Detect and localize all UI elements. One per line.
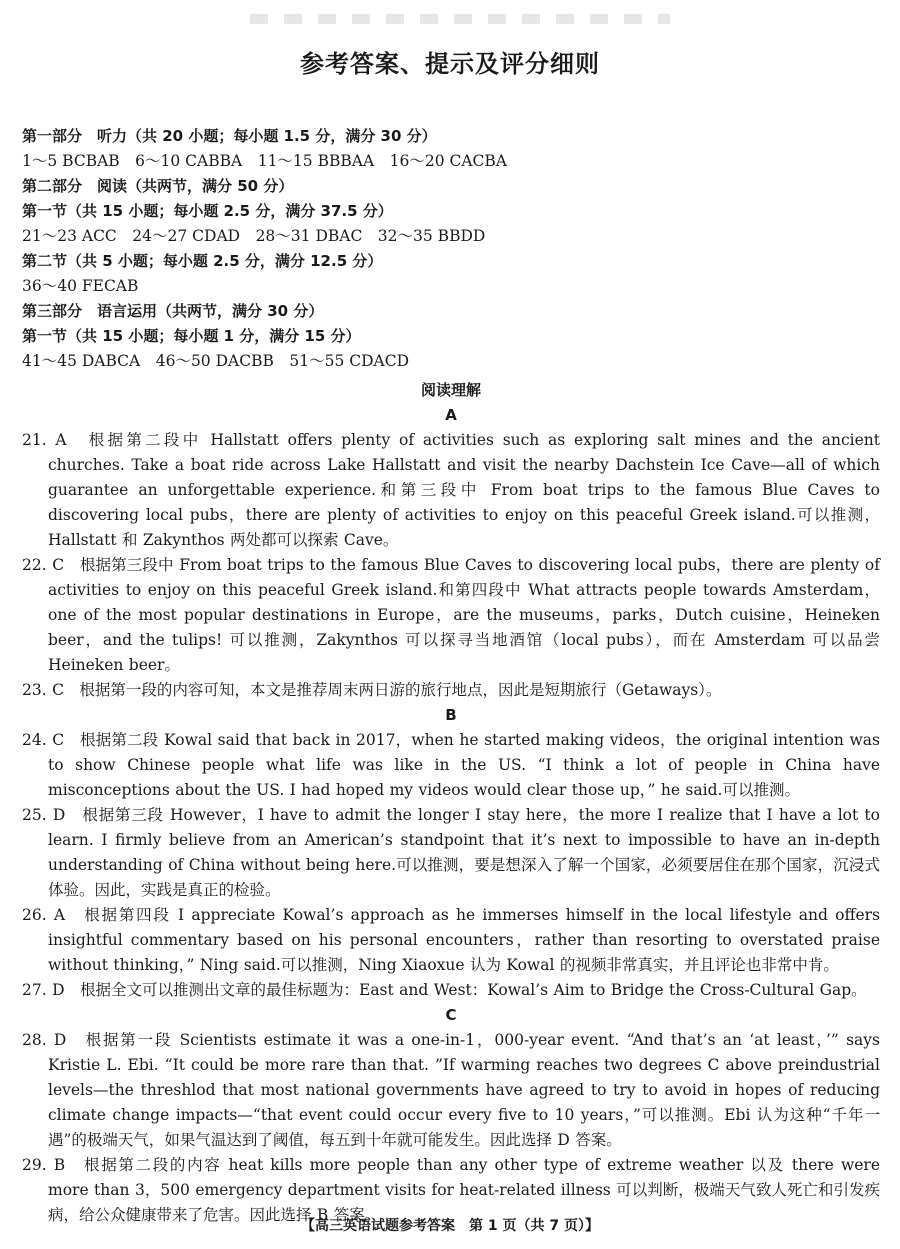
key-line: 第一节（共 15 小题；每小题 1 分，满分 15 分） [22,327,361,345]
section-label-a: A [445,406,457,424]
key-line: 第三部分 语言运用（共两节，满分 30 分） [22,302,324,320]
reading-heading: 阅读理解 [420,381,481,399]
page-title: 参考答案、提示及评分细则 [300,50,600,78]
page-footer: 【高三英语试题参考答案 第 1 页（共 7 页）】 [301,1218,599,1234]
key-line: 1～5 BCBAB 6～10 CABBA 11～15 BBBAA 16～20 CACBA [22,152,508,170]
question-explanation: 23. C 根据第一段的内容可知，本文是推荐周末两日游的旅行地点，因此是短期旅行（Getaways）。 [22,681,722,699]
question-explanation: 26. A 根据第四段 I appreciate Kowal’s approach as he immerses himself in the local lifestyle and offers insightful commentary based on his personal encounters，rather than resorting to overstated praise without thinking，” Ning said.可以推测，Ning Xiaoxue 认为 Kowal 的视频非常真实，并且评论也非常中肯。 [22,906,880,974]
question-explanation: 21. A 根据第二段中 Hallstatt offers plenty of activities such as exploring salt mines and the ancient churches. Take a boat ride across Lake Hallstatt and visit the nearby Dachstein Ice Cave—all of which guarantee an unforgettable experience.和第三段中 From boat trips to the famous Blue Caves to discovering local pubs，there are plenty of activities to enjoy on this peaceful Greek island.可以推测，Hallstatt 和 Zakynthos 两处都可以探索 Cave。 [22,431,880,549]
key-line: 第一部分 听力（共 20 小题；每小题 1.5 分，满分 30 分） [22,127,437,145]
key-line: 第二部分 阅读（共两节，满分 50 分） [22,177,294,195]
answer-key-block [22,124,882,374]
key-line: 41～45 DABCA 46～50 DACBB 51～55 CDACD [22,352,410,370]
reading-explanations [22,378,880,1228]
key-line: 36～40 FECAB [22,277,139,295]
question-explanation: 27. D 根据全文可以推测出文章的最佳标题为：East and West：Kowal’s Aim to Bridge the Cross-Cultural Gap。 [22,981,867,999]
question-explanation: 22. C 根据第三段中 From boat trips to the famous Blue Caves to discovering local pubs，there are plenty of activities to enjoy on this peaceful Greek island.和第四段中 What attracts people towards Amsterdam，one of the most popular destinations in Europe，are the museums，parks，Dutch cuisine，Heineken beer，and the tulips! 可以推测，Zakynthos 可以探寻当地酒馆（local pubs），而在 Amsterdam 可以品尝 Heineken beer。 [22,556,880,674]
key-line: 第二节（共 5 小题；每小题 2.5 分，满分 12.5 分） [22,252,383,270]
scan-residue [250,14,670,24]
section-label-c: C [445,1006,457,1024]
question-explanation: 25. D 根据第三段 However，I have to admit the longer I stay here，the more I realize that I have a lot to learn. I firmly believe from an American’s standpoint that it’s next to impossible to have an in-depth understanding of China without being here.可以推测，要是想深入了解一个国家，必须要居住在那个国家，沉浸式体验。因此，实践是真正的检验。 [22,806,880,899]
question-explanation: 28. D 根据第一段 Scientists estimate it was a one-in-1，000-year event. “And that’s an ‘at least，’” says Kristie L. Ebi. “It could be more rare than that. ”If warming reaches two degrees C above preindustrial levels—the threshlod that most national governments have agreed to try to avoid in hopes of reducing climate change impacts—“that event could occur every five to 10 years，”可以推测。Ebi 认为这种“千年一遇”的极端天气，如果气温达到了阈值，每五到十年就可能发生。因此选择 D 答案。 [22,1031,880,1149]
key-line: 第一节（共 15 小题；每小题 2.5 分，满分 37.5 分） [22,202,393,220]
key-line: 21～23 ACC 24～27 CDAD 28～31 DBAC 32～35 BBDD [22,227,486,245]
section-label-b: B [445,706,457,724]
question-explanation: 24. C 根据第二段 Kowal said that back in 2017，when he started making videos，the original intention was to show Chinese people what life was like in the US. “I think a lot of people in China have misconceptions about the US. I had hoped my videos would clear those up，” he said.可以推测。 [22,731,880,799]
question-explanation: 29. B 根据第二段的内容 heat kills more people than any other type of extreme weather 以及 there were more than 3，500 emergency department visits for heat-related illness 可以判断，极端天气致人死亡和引发疾病，给公众健康带来了危害。因此选择 B 答案。 [22,1156,880,1224]
